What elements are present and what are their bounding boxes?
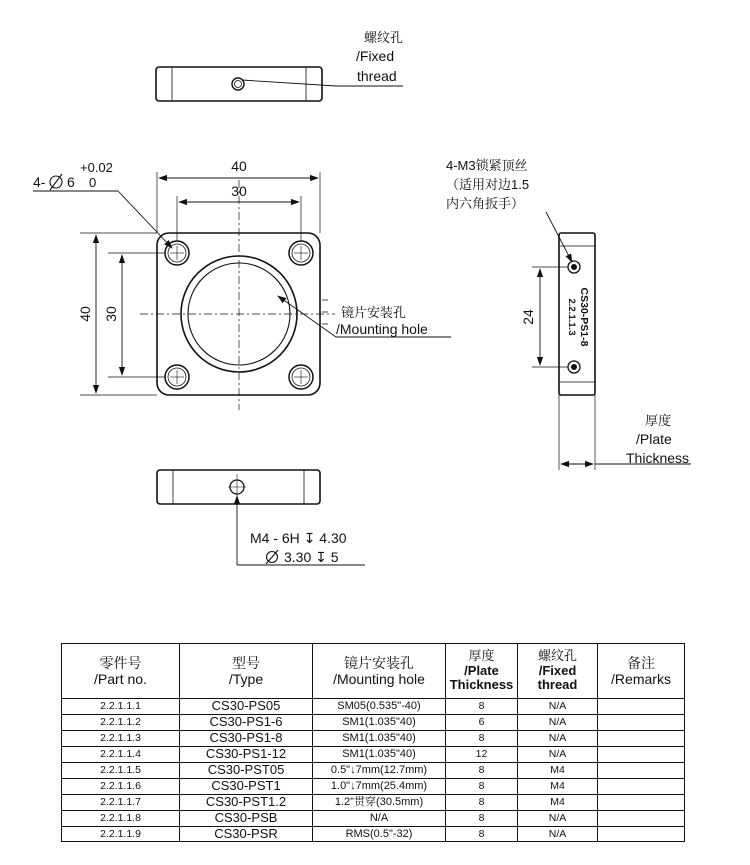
mounting-hole-label-cn: 镜片安装孔 bbox=[341, 305, 407, 320]
thread-spec-line2: 3.30 ↧ 5 bbox=[284, 549, 339, 565]
front-view bbox=[33, 158, 451, 410]
cell-part-no: 2.2.1.1.4 bbox=[62, 746, 180, 762]
cell-fixed-thread: N/A bbox=[518, 746, 598, 762]
cell-part-no: 2.2.1.1.1 bbox=[62, 699, 180, 715]
engraved-model: CS30-PS1-8 bbox=[578, 287, 590, 347]
header-plate-thickness: 厚度 /Plate Thickness bbox=[446, 644, 518, 699]
diameter-symbol-icon bbox=[266, 550, 278, 564]
cell-thickness: 6 bbox=[446, 714, 518, 730]
table-row bbox=[62, 826, 685, 842]
cell-thickness: 8 bbox=[446, 730, 518, 746]
cell-mounting-hole: 1.2"贯穿(30.5mm) bbox=[313, 794, 446, 810]
hole-callout-leader bbox=[118, 191, 172, 248]
table-header-row bbox=[62, 644, 685, 699]
cell-mounting-hole: N/A bbox=[313, 810, 446, 826]
table-body bbox=[62, 699, 685, 842]
cell-remarks bbox=[598, 730, 685, 746]
cell-mounting-hole: RMS(0.5"-32) bbox=[313, 826, 446, 842]
cell-remarks bbox=[598, 826, 685, 842]
cell-thickness: 8 bbox=[446, 699, 518, 715]
hole-tolerance-lower: 0 bbox=[89, 175, 97, 190]
cell-fixed-thread: N/A bbox=[518, 699, 598, 715]
table-row bbox=[62, 730, 685, 746]
cell-type: CS30-PST1.2 bbox=[180, 794, 313, 810]
thickness-label-en2: Thickness bbox=[626, 450, 690, 466]
header-mounting-hole: 镜片安装孔 /Mounting hole bbox=[313, 644, 446, 699]
dim-width-outer: 40 bbox=[231, 158, 247, 174]
cell-type: CS30-PSR bbox=[180, 826, 313, 842]
cell-remarks bbox=[598, 762, 685, 778]
cell-mounting-hole: SM1(1.035"40) bbox=[313, 746, 446, 762]
cell-fixed-thread: M4 bbox=[518, 794, 598, 810]
table-row bbox=[62, 699, 685, 715]
cell-type: CS30-PS1-6 bbox=[180, 714, 313, 730]
dim-width-inner: 30 bbox=[231, 183, 247, 199]
cell-type: CS30-PSB bbox=[180, 810, 313, 826]
cell-fixed-thread: N/A bbox=[518, 730, 598, 746]
top-view-plate bbox=[156, 67, 322, 101]
fixed-thread-label-cn: 螺纹孔 bbox=[364, 30, 404, 45]
cell-remarks bbox=[598, 699, 685, 715]
cell-fixed-thread: N/A bbox=[518, 826, 598, 842]
cell-remarks bbox=[598, 778, 685, 794]
cell-remarks bbox=[598, 810, 685, 826]
set-screw-label-line1: 4-M3锁紧顶丝 bbox=[446, 158, 528, 173]
fixed-thread-label-en: /Fixed bbox=[356, 48, 395, 64]
side-view bbox=[446, 158, 691, 470]
corner-hole-bottom-right bbox=[289, 365, 313, 389]
cell-fixed-thread: N/A bbox=[518, 810, 598, 826]
cell-thickness: 12 bbox=[446, 746, 518, 762]
cell-thickness: 8 bbox=[446, 762, 518, 778]
table-row bbox=[62, 714, 685, 730]
bottom-view bbox=[157, 470, 365, 565]
cell-remarks bbox=[598, 794, 685, 810]
set-screw-label-line3: 内六角扳手） bbox=[446, 196, 525, 211]
cell-remarks bbox=[598, 746, 685, 762]
header-type: 型号 /Type bbox=[180, 644, 313, 699]
cell-part-no: 2.2.1.1.6 bbox=[62, 778, 180, 794]
cell-part-no: 2.2.1.1.5 bbox=[62, 762, 180, 778]
cell-type: CS30-PS1-12 bbox=[180, 746, 313, 762]
cell-thickness: 8 bbox=[446, 826, 518, 842]
corner-hole-top-right bbox=[289, 241, 313, 265]
cell-fixed-thread: M4 bbox=[518, 762, 598, 778]
corner-hole-bottom-left bbox=[165, 365, 189, 389]
header-part-no: 零件号 /Part no. bbox=[62, 644, 180, 699]
cell-type: CS30-PS05 bbox=[180, 699, 313, 715]
cell-type: CS30-PST05 bbox=[180, 762, 313, 778]
table-row bbox=[62, 778, 685, 794]
dim-height-inner: 30 bbox=[103, 306, 119, 322]
cell-thickness: 8 bbox=[446, 794, 518, 810]
top-view bbox=[156, 30, 403, 101]
cell-part-no: 2.2.1.1.2 bbox=[62, 714, 180, 730]
cell-mounting-hole: SM1(1.035"40) bbox=[313, 714, 446, 730]
table-row bbox=[62, 810, 685, 826]
fixed-thread-label-en2: thread bbox=[357, 68, 397, 84]
table-row bbox=[62, 746, 685, 762]
engraved-part-number: 2.2.1.1.3 bbox=[566, 298, 577, 336]
table-row bbox=[62, 762, 685, 778]
cell-mounting-hole: SM05(0.535"-40) bbox=[313, 699, 446, 715]
cell-mounting-hole: 0.5"↓7mm(12.7mm) bbox=[313, 762, 446, 778]
cell-part-no: 2.2.1.1.3 bbox=[62, 730, 180, 746]
thread-spec-line1: M4 - 6H ↧ 4.30 bbox=[250, 530, 347, 546]
header-remarks: 备注 /Remarks bbox=[598, 644, 685, 699]
spec-table bbox=[61, 643, 685, 842]
cell-part-no: 2.2.1.1.8 bbox=[62, 810, 180, 826]
cell-part-no: 2.2.1.1.9 bbox=[62, 826, 180, 842]
table-row bbox=[62, 794, 685, 810]
cell-mounting-hole: 1.0"↓7mm(25.4mm) bbox=[313, 778, 446, 794]
cell-mounting-hole: SM1(1.035"40) bbox=[313, 730, 446, 746]
cell-thickness: 8 bbox=[446, 810, 518, 826]
cell-fixed-thread: M4 bbox=[518, 778, 598, 794]
hole-count-prefix: 4- bbox=[33, 174, 46, 190]
cell-type: CS30-PST1 bbox=[180, 778, 313, 794]
header-fixed-thread: 螺纹孔 /Fixed thread bbox=[518, 644, 598, 699]
dim-screw-spacing: 24 bbox=[520, 309, 536, 325]
mounting-hole-label-en: /Mounting hole bbox=[336, 321, 428, 337]
hole-diameter: 6 bbox=[67, 174, 75, 190]
thickness-label-en1: /Plate bbox=[636, 431, 672, 447]
cell-remarks bbox=[598, 714, 685, 730]
cell-thickness: 8 bbox=[446, 778, 518, 794]
thickness-label-cn: 厚度 bbox=[645, 413, 672, 428]
cell-part-no: 2.2.1.1.7 bbox=[62, 794, 180, 810]
diameter-symbol-icon bbox=[50, 174, 62, 190]
cell-fixed-thread: N/A bbox=[518, 714, 598, 730]
cell-type: CS30-PS1-8 bbox=[180, 730, 313, 746]
set-screw-label-line2: （适用对边1.5 bbox=[446, 177, 530, 192]
dim-height-outer: 40 bbox=[77, 306, 93, 322]
hole-tolerance-upper: +0.02 bbox=[80, 160, 113, 175]
